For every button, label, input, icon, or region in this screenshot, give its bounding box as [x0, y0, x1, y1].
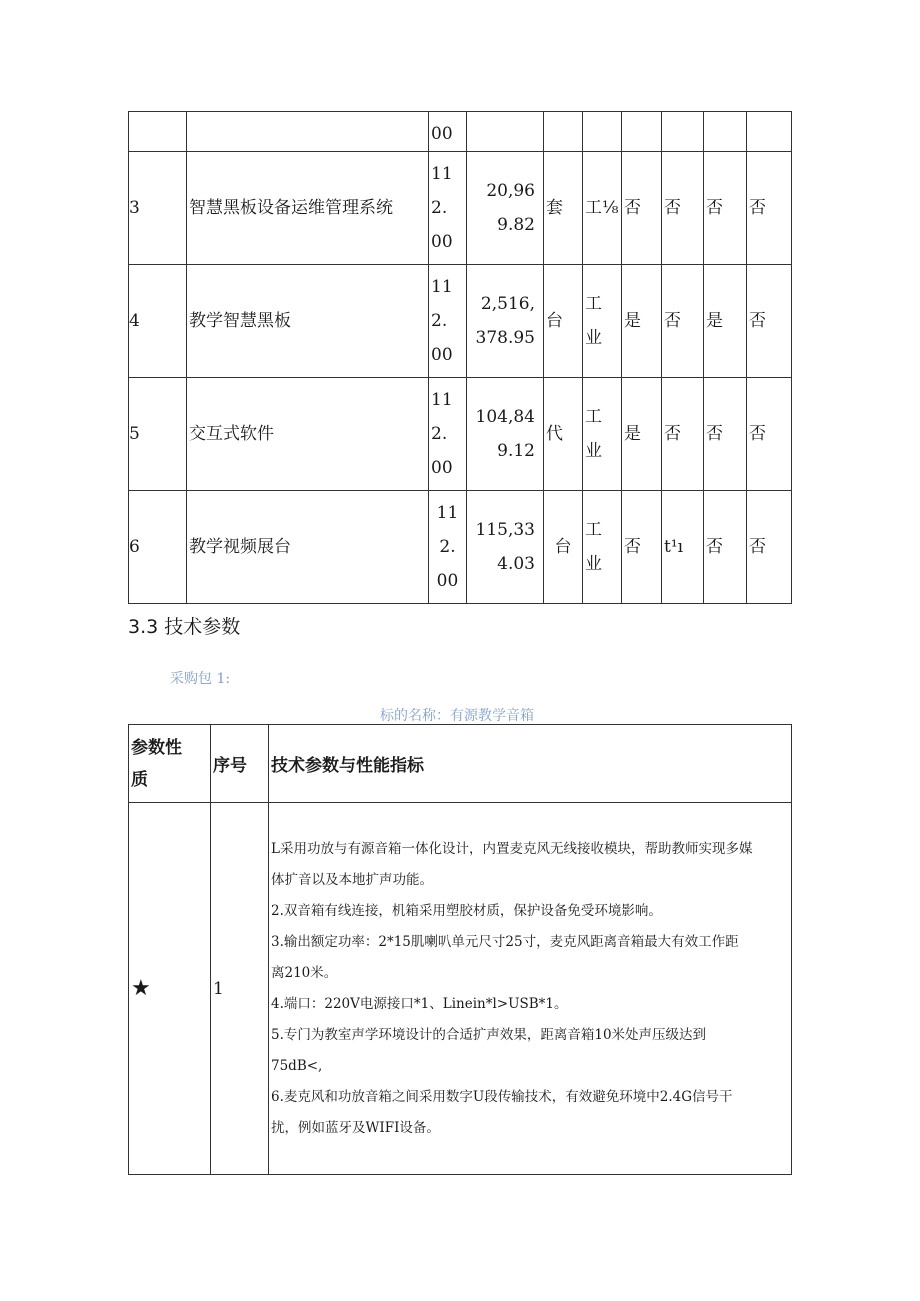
industry-line: 业: [585, 441, 602, 461]
param-line: 75dB<,: [271, 1057, 323, 1074]
equipment-table: [128, 111, 792, 604]
header-nature: [129, 725, 211, 803]
cell: [704, 112, 747, 152]
unit-cell: 台: [544, 491, 583, 604]
header-seq: 序号: [211, 725, 269, 803]
amount-line: 378.95: [475, 328, 535, 348]
spec-cell: [269, 803, 792, 1175]
code-line: 00: [431, 458, 453, 478]
param-line: 2.双音箱有线连接，机箱采用塑胶材质，保护设备免受环境影响。: [271, 902, 662, 919]
header-line: 质: [131, 769, 148, 790]
param-line: 4.端口：220V电源接口*1、Linein*l>USB*1。: [271, 995, 568, 1012]
industry-line: 工⅛: [585, 198, 619, 218]
flag-cell: t¹ı: [662, 491, 704, 604]
cell: [187, 112, 429, 152]
flag-cell: 否: [747, 491, 792, 604]
amount-line: 104,84: [475, 407, 535, 427]
amount-cell: [467, 265, 544, 378]
unit-cell: 套: [544, 152, 583, 265]
flag-cell: 是: [622, 378, 662, 491]
code-line: 2.: [431, 198, 448, 218]
flag-cell: 否: [622, 152, 662, 265]
item-name: 智慧黑板设备运维管理系统: [187, 152, 429, 265]
spec-table: [128, 724, 792, 1175]
table-row: [129, 491, 792, 604]
flag-cell: 否: [747, 265, 792, 378]
amount-cell: [467, 152, 544, 265]
industry-cell: [583, 491, 622, 604]
seq-cell: 1: [211, 803, 269, 1175]
code-line: 11: [436, 503, 459, 523]
industry-cell: [583, 265, 622, 378]
param-line: 6.麦克风和功放音箱之间采用数字U段传输技术，有效避免环境中2.4G信号干: [271, 1088, 733, 1105]
item-name: 教学视频展台: [187, 491, 429, 604]
unit-cell: 台: [544, 265, 583, 378]
table-row: [129, 378, 792, 491]
code-line: 11: [431, 164, 453, 184]
param-line: 体扩音以及本地扩声功能。: [271, 871, 433, 888]
row-number: 6: [129, 491, 187, 604]
industry-line: 业: [585, 554, 602, 574]
star-marker: ★: [129, 803, 211, 1175]
code-line: 00: [431, 232, 453, 252]
flag-cell: 否: [662, 265, 704, 378]
cell: [747, 112, 792, 152]
code-line: 00: [436, 571, 459, 591]
amount-line: 115,33: [475, 520, 535, 540]
flag-cell: 否: [704, 491, 747, 604]
row-number: 5: [129, 378, 187, 491]
code-cell: [429, 265, 467, 378]
code-cell: [429, 491, 467, 604]
param-line: 扰，例如蓝牙及WIFI设备。: [271, 1119, 440, 1136]
cell: [622, 112, 662, 152]
flag-cell: 是: [622, 265, 662, 378]
amount-line: 4.03: [497, 554, 535, 574]
table-header-row: [129, 725, 792, 803]
item-name: 教学智慧黑板: [187, 265, 429, 378]
amount-cell: [467, 491, 544, 604]
cell: [662, 112, 704, 152]
industry-cell: [583, 378, 622, 491]
industry-line: 工: [585, 294, 602, 314]
table-row: [129, 803, 792, 1175]
cell: [583, 112, 622, 152]
row-number: 4: [129, 265, 187, 378]
param-line: 5.专门为教室声学环境设计的合适扩声效果，距离音箱10米处声压级达到: [271, 1026, 707, 1043]
cell: [467, 112, 544, 152]
code-cell: [429, 112, 467, 152]
industry-line: 工: [585, 407, 602, 427]
flag-cell: 否: [747, 152, 792, 265]
code-line: 11: [431, 390, 453, 410]
param-line: L采用功放与有源音箱一体化设计，内置麦克风无线接收模块，帮助教师实现多媒: [271, 840, 753, 857]
industry-line: 业: [585, 328, 602, 348]
subject-title: 标的名称：有源教学音箱: [380, 708, 534, 724]
cell: [129, 112, 187, 152]
amount-line: 9.12: [497, 441, 535, 461]
amount-line: 20,96: [486, 181, 535, 201]
code-line: 2.: [431, 424, 448, 444]
flag-cell: 否: [704, 378, 747, 491]
row-number: 3: [129, 152, 187, 265]
code-text: 00: [431, 124, 453, 144]
table-row: [129, 112, 792, 152]
header-line: 参数性: [131, 737, 182, 758]
item-name: 交互式软件: [187, 378, 429, 491]
amount-line: 9.82: [497, 215, 535, 235]
unit-cell: 代: [544, 378, 583, 491]
code-cell: [429, 378, 467, 491]
code-line: 00: [431, 345, 453, 365]
param-line: 3.输出额定功率：2*15肌喇叭单元尺寸25寸，麦克风距离音箱最大有效工作距: [271, 933, 739, 950]
amount-cell: [467, 378, 544, 491]
flag-cell: 否: [747, 378, 792, 491]
industry-cell: [583, 152, 622, 265]
flag-cell: 否: [662, 378, 704, 491]
code-cell: [429, 152, 467, 265]
table-row: [129, 265, 792, 378]
code-line: 2.: [431, 311, 448, 331]
amount-line: 2,516,: [480, 294, 535, 314]
param-line: 离210米。: [271, 964, 338, 981]
flag-cell: 否: [622, 491, 662, 604]
flag-cell: 是: [704, 265, 747, 378]
flag-cell: 否: [704, 152, 747, 265]
code-line: 2.: [439, 537, 456, 557]
cell: [544, 112, 583, 152]
industry-line: 工: [585, 520, 602, 540]
code-line: 11: [431, 277, 453, 297]
flag-cell: 否: [662, 152, 704, 265]
section-heading: 3.3 技术参数: [128, 616, 241, 638]
header-spec: 技术参数与性能指标: [269, 725, 792, 803]
package-label: 采购包 1:: [170, 671, 231, 687]
table-row: [129, 152, 792, 265]
